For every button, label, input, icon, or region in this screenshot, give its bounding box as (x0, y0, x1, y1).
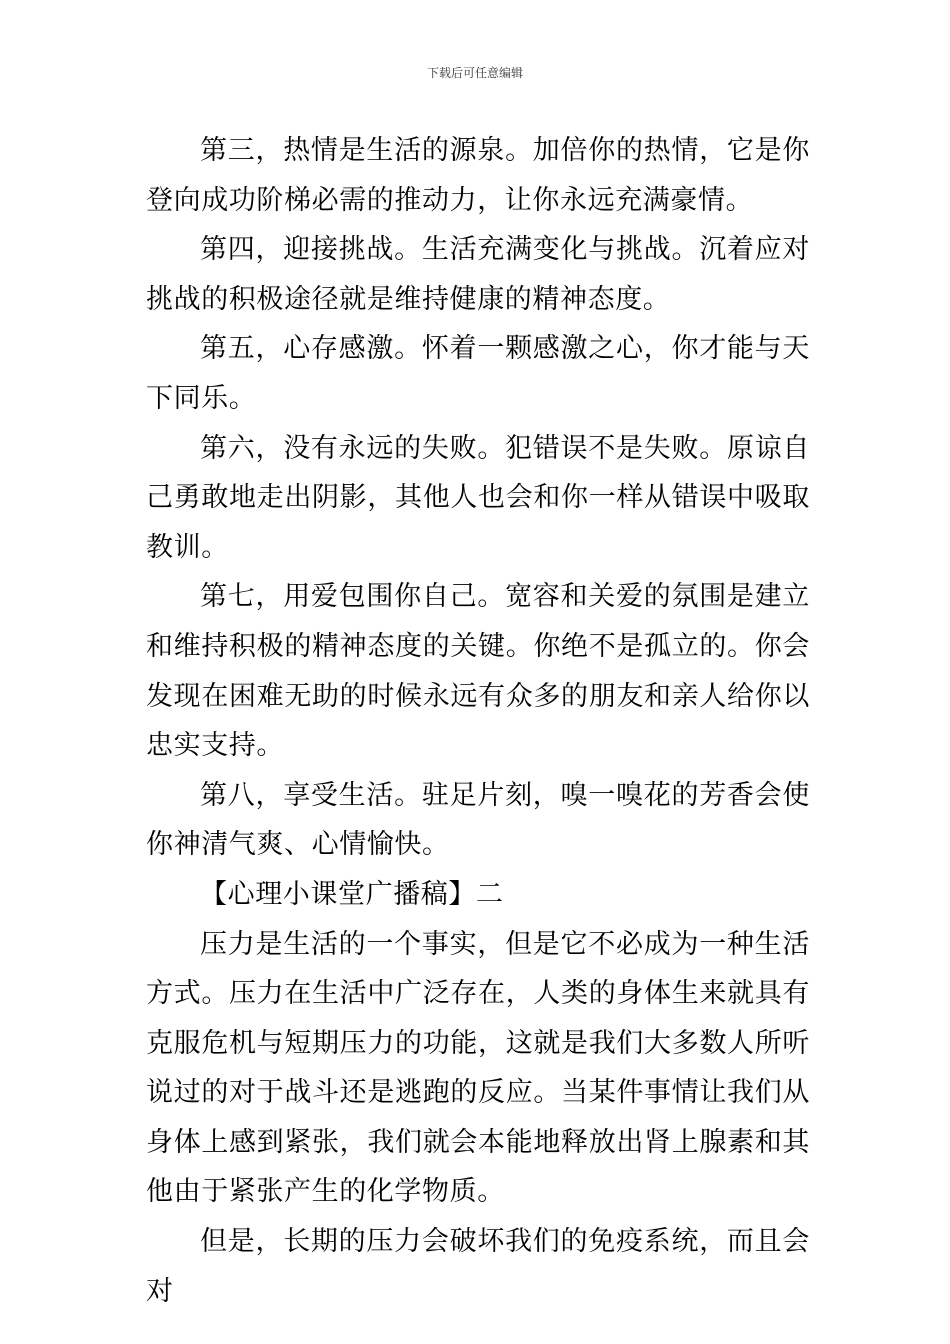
document-body (146, 126, 810, 1316)
paragraph-third-point: 第三，热情是生活的源泉。加倍你的热情，它是你登向成功阶梯必需的推动力，让你永远充满豪情。 (146, 135, 810, 216)
paragraph-fourth-point: 第四，迎接挑战。生活充满变化与挑战。沉着应对挑战的积极途径就是维持健康的精神态度。 (146, 234, 810, 315)
page-header: 下载后可任意编辑 (426, 66, 523, 80)
paragraph-sixth-point: 第六，没有永远的失败。犯错误不是失败。原谅自己勇敢地走出阴影，其他人也会和你一样从错误中吸取教训。 (146, 432, 810, 563)
paragraph-stress-intro: 压力是生活的一个事实，但是它不必成为一种生活方式。压力在生活中广泛存在，人类的身体生来就具有克服危机与短期压力的功能，这就是我们大多数人所听说过的对于战斗还是逃跑的反应。当某件事情让我们从身体上感到紧张，我们就会本能地释放出肾上腺素和其他由于紧张产生的化学物质。 (146, 928, 810, 1208)
section-heading: 【心理小课堂广播稿】二 (200, 878, 504, 910)
paragraph-eighth-point: 第八，享受生活。驻足片刻，嗅一嗅花的芳香会使你神清气爽、心情愉快。 (146, 779, 810, 861)
paragraph-fifth-point: 第五，心存感激。怀着一颗感激之心，你才能与天下同乐。 (146, 333, 810, 414)
paragraph-seventh-point: 第七，用爱包围你自己。宽容和关爱的氛围是建立和维持积极的精神态度的关键。你绝不是孤立的。你会发现在困难无助的时候永远有众多的朋友和亲人给你以忠实支持。 (146, 581, 810, 762)
paragraph-stress-long-term: 但是，长期的压力会破坏我们的免疫系统，而且会对 (146, 1226, 810, 1307)
